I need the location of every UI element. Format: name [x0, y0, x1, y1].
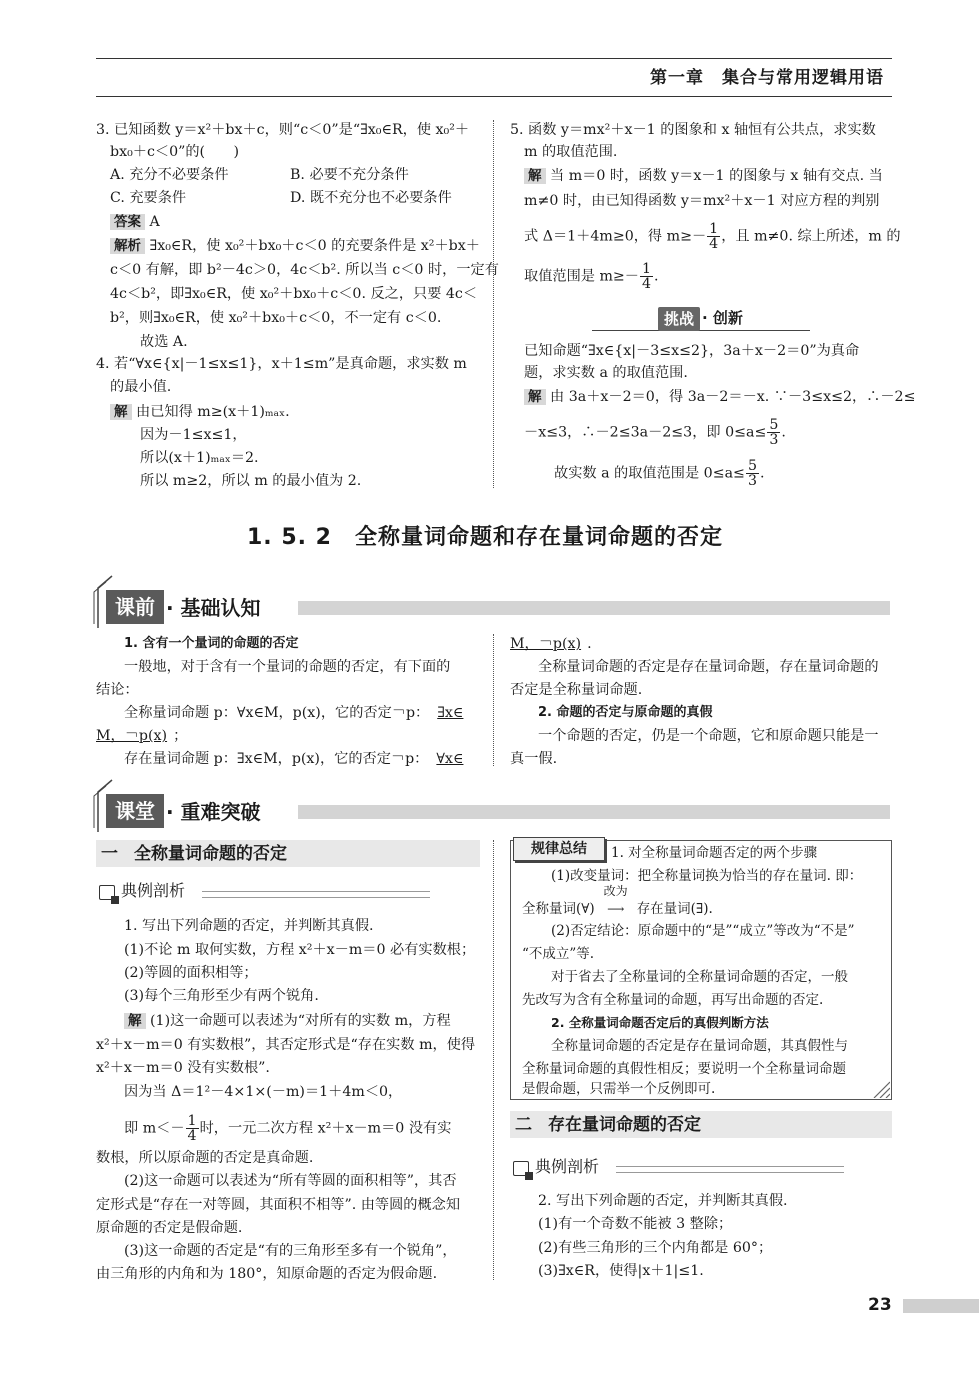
q5-sol-line4b: . — [654, 268, 659, 285]
e2-item2: (2)有些三角形的三个内角都是 60°； — [538, 1240, 773, 1256]
e1-sol-line9: 原命题的否定是假命题. — [96, 1220, 243, 1236]
q5-sol-line3a: 式 Δ＝1＋4m≥0，得 m≥－ — [524, 228, 707, 245]
pre-p2-end: ； — [173, 728, 188, 744]
e1-fraction: $\frac{1}{4}$ — [187, 1113, 197, 1144]
q4-sol-line3: 所以(x＋1)ₘₐₓ＝2. — [140, 450, 259, 466]
example-label-1: 典例剖析 — [121, 881, 186, 900]
analysis-line5: 故选 A. — [140, 334, 188, 350]
q3-line2: bx₀＋c＜0”的( ) — [110, 144, 240, 160]
q3-line1: 3. 已知函数 y＝x²＋bx＋c，则“c＜0”是“∃x₀∈R，使 x₀²＋ — [96, 122, 470, 138]
challenge-line2: 题，求实数 a 的取值范围. — [524, 365, 688, 381]
e1-item2: (2)等圆的面积相等； — [124, 965, 258, 981]
example-label-2: 典例剖析 — [535, 1157, 600, 1176]
q4-line1: 4. 若“∀x∈{x|－1≤x≤1}，x＋1≤m”是真命题，求实数 m — [96, 356, 467, 372]
challenge-fraction: $\frac{5}{3}$ — [769, 417, 779, 448]
pre-p1-line2: 结论： — [96, 682, 139, 698]
pre-p3-answer1: ∀x∈ — [436, 751, 464, 767]
pre-r-line5: 一个命题的否定，仍是一个命题，它和原命题只能是一 — [538, 728, 879, 744]
pre-p2-answer1: ∃x∈ — [437, 705, 464, 721]
class-title: · 重难突破 — [166, 800, 261, 824]
rule-line6: 对于省去了全称量词的全称量词命题的否定，一般 — [551, 969, 848, 985]
challenge-sol-line2a: －x≤3，∴－2≤3a－2≤3，即 0≤a≤ — [524, 424, 767, 441]
e1-sol-line6: 数根，所以原命题的否定是真命题. — [96, 1150, 314, 1166]
column-divider-class — [493, 840, 494, 1280]
q5-line2: m 的取值范围. — [524, 144, 618, 160]
e1-sol-line7: (2)这一命题可以表述为“所有等圆的面积相等”，其否 — [124, 1173, 457, 1189]
rule-arrow — [595, 884, 637, 920]
pre-class-title: · 基础认知 — [166, 596, 261, 620]
rule-line4: (2)否定结论：原命题中的“是”“成立”等改为“不是” — [551, 923, 855, 939]
rule-line1: 1. 对全称量词命题否定的两个步骤 — [611, 845, 818, 861]
challenge-line1: 已知命题“∃x∈{x|－3≤x≤2}，3a＋x－2＝0”为真命 — [524, 343, 860, 359]
e1-item3: (3)每个三角形至少有两个锐角. — [124, 988, 319, 1004]
challenge-sol-line2b: . — [781, 424, 786, 441]
pre-class-ribbon: 课前 — [106, 590, 164, 624]
rule-line10: 全称量词命题的真假性相反；要说明一个全称量词命题 — [522, 1061, 846, 1077]
solution-tag-q5: 解 — [524, 168, 546, 184]
page-number: 23 — [868, 1295, 892, 1315]
column-divider-top — [493, 120, 494, 488]
solution-tag-q4: 解 — [110, 404, 132, 420]
q4-sol-line1: 由已知得 m≥(x＋1)ₘₐₓ. — [136, 404, 290, 420]
q5-fraction: $\frac{1}{4}$ — [709, 221, 719, 252]
q4-line2: 的最小值. — [110, 379, 172, 395]
q5-fraction-2: $\frac{1}{4}$ — [641, 261, 652, 292]
pre-p2-answer2: M，￢p(x) — [96, 728, 168, 744]
sec2-number: 二 — [515, 1115, 532, 1135]
pre-p3-text: 存在量词命题 p：∃x∈M，p(x)，它的否定￢p： — [124, 751, 429, 767]
e2-question: 2. 写出下列命题的否定，并判断其真假. — [538, 1193, 788, 1209]
e1-item1: (1)不论 m 取何实数，方程 x²＋x－m＝0 必有实数根； — [124, 942, 476, 958]
challenge-fraction-2: $\frac{5}{3}$ — [747, 458, 757, 489]
e1-sol-line3: x²＋x－m＝0 没有实数根”. — [96, 1060, 270, 1076]
pre-r-end: . — [587, 636, 592, 652]
rule-arrow-label: 改为 — [603, 884, 628, 898]
q5-sol-line4a: 取值范围是 m≥－ — [524, 268, 639, 285]
pre-class-bar — [298, 601, 890, 615]
pre-p2-text: 全称量词命题 p：∀x∈M，p(x)，它的否定￢p： — [124, 705, 430, 721]
rule-summary-tag: 规律总结 — [513, 837, 605, 861]
e2-item1: (1)有一个奇数不能被 3 整除； — [538, 1216, 733, 1232]
class-ribbon: 课堂 — [106, 794, 164, 828]
pre-heading-1: 1. 含有一个量词的命题的否定 — [124, 636, 299, 651]
rule-corner-hatch — [868, 1078, 890, 1098]
sec1-title: 全称量词命题的否定 — [134, 844, 287, 864]
answer-value: A — [149, 214, 160, 230]
challenge-sol-line3a: 故实数 a 的取值范围是 0≤a≤ — [554, 465, 745, 482]
option-b: B. 必要不充分条件 — [290, 167, 409, 183]
e2-item3: (3)∃x∈R，使得|x＋1|≤1. — [538, 1263, 704, 1279]
rule-line3b: 存在量词(∃). — [636, 901, 713, 917]
option-d: D. 既不充分也不必要条件 — [290, 190, 452, 206]
example-icon-1 — [99, 885, 115, 900]
pre-r-line3: 否定是全称量词命题. — [510, 682, 643, 698]
rule-line9: 全称量词命题的否定是存在量词命题，其真假性与 — [551, 1038, 848, 1054]
analysis-tag: 解析 — [110, 238, 145, 254]
q5-line1: 5. 函数 y＝mx²＋x－1 的图象和 x 轴恒有公共点，求实数 — [510, 122, 876, 138]
sec1-number: 一 — [101, 844, 118, 864]
e1-sol-line5a: 即 m＜－ — [124, 1120, 185, 1137]
e1-sol-line4: 因为当 Δ＝1²－4×1×(－m)＝1＋4m＜0， — [124, 1084, 403, 1100]
q5-sol-line2: m≠0 时，由已知得函数 y＝mx²＋x－1 对应方程的判别 — [524, 193, 880, 209]
option-a: A. 充分不必要条件 — [110, 167, 229, 183]
e1-sol-line2: x²＋x－m＝0 有实数根”，其否定形式是“存在实数 m，使得 — [96, 1037, 476, 1053]
class-bar — [298, 805, 890, 819]
e1-sol-line11: 由三角形的内角和为 180°，知原命题的否定为假命题. — [96, 1266, 438, 1282]
rule-line3a: 全称量词(∀) — [522, 901, 595, 917]
chapter-title: 第一章 集合与常用逻辑用语 — [650, 68, 884, 88]
e1-sol-line10: (3)这一命题的否定是“有的三角形至多有一个锐角”， — [124, 1243, 457, 1259]
rule-line2: (1)改变量词：把全称量词换为恰当的存在量词. 即： — [551, 868, 863, 884]
q5-sol-line1: 当 m＝0 时，函数 y＝x－1 的图象与 x 轴有交点. 当 — [550, 168, 883, 184]
example-rule-2 — [616, 1166, 844, 1173]
analysis-line2: c＜0 有解，即 b²－4c＞0，4c＜b². 所以当 c＜0 时，一定有 — [110, 262, 499, 278]
pre-p1-line1: 一般地，对于含有一个量词的命题的否定，有下面的 — [124, 659, 451, 675]
pre-r-line6: 真一假. — [510, 751, 558, 767]
e1-sol-line8: 定形式是“存在一对等圆，其面积不相等”. 由等圆的概念知 — [96, 1197, 461, 1213]
rule-line8: 2. 全称量词命题否定后的真假判断方法 — [551, 1015, 769, 1030]
header-top-rule — [96, 58, 892, 59]
rule-arrow-glyph: ⟶ — [607, 902, 625, 916]
analysis-line1: ∃x₀∈R，使 x₀²＋bx₀＋c＜0 的充要条件是 x²＋bx＋ — [149, 238, 480, 254]
sec2-title: 存在量词命题的否定 — [548, 1115, 701, 1135]
header-bottom-rule — [96, 96, 892, 97]
section-title: 1. 5. 2 全称量词命题和存在量词命题的否定 — [247, 525, 723, 550]
challenge-sol-line3b: . — [759, 465, 765, 482]
option-c: C. 充要条件 — [110, 190, 187, 206]
q5-sol-line3b: ，且 m≠0. 综上所述，m 的 — [721, 228, 901, 245]
solution-tag-challenge: 解 — [524, 389, 546, 405]
challenge-title: · 创新 — [702, 309, 743, 327]
pre-r-line2: 全称量词命题的否定是存在量词命题，存在量词命题的 — [538, 659, 879, 675]
pre-r-answer: M，￢p(x) — [510, 636, 582, 652]
analysis-line3: 4c＜b²，即∃x₀∈R，使 x₀²＋bx₀＋c＜0. 反之，只要 4c＜ — [110, 286, 478, 302]
challenge-tag: 挑战 — [658, 307, 700, 331]
challenge-sol-line1: 由 3a＋x－2＝0，得 3a－2＝－x. ∵－3≤x≤2，∴－2≤ — [550, 389, 916, 405]
example-icon-2 — [513, 1161, 529, 1176]
answer-tag: 答案 — [110, 214, 145, 230]
solution-tag-e1: 解 — [124, 1013, 146, 1029]
e1-question: 1. 写出下列命题的否定，并判断其真假. — [124, 918, 374, 934]
analysis-line4: b²，则∃x₀∈R，使 x₀²＋bx₀＋c＜0，不一定有 c＜0. — [110, 310, 442, 326]
e1-sol-line1: (1)这一命题可以表述为“对所有的实数 m，方程 — [150, 1013, 451, 1029]
example-rule-1 — [202, 891, 430, 898]
rule-line11: 是假命题，只需举一个反例即可. — [522, 1081, 716, 1097]
challenge-rule — [592, 330, 810, 331]
rule-line7: 先改写为含有全称量词的命题，再写出命题的否定. — [522, 992, 824, 1008]
rule-line5: “不成立”等. — [522, 946, 595, 962]
page-number-bar — [903, 1299, 979, 1313]
e1-sol-line5b: 时，一元二次方程 x²＋x－m＝0 没有实 — [199, 1120, 452, 1137]
q4-sol-line2: 因为－1≤x≤1， — [140, 427, 247, 443]
column-divider-pre — [493, 634, 494, 766]
pre-heading-2: 2. 命题的否定与原命题的真假 — [538, 705, 713, 720]
q4-sol-line4: 所以 m≥2，所以 m 的最小值为 2. — [140, 473, 362, 489]
